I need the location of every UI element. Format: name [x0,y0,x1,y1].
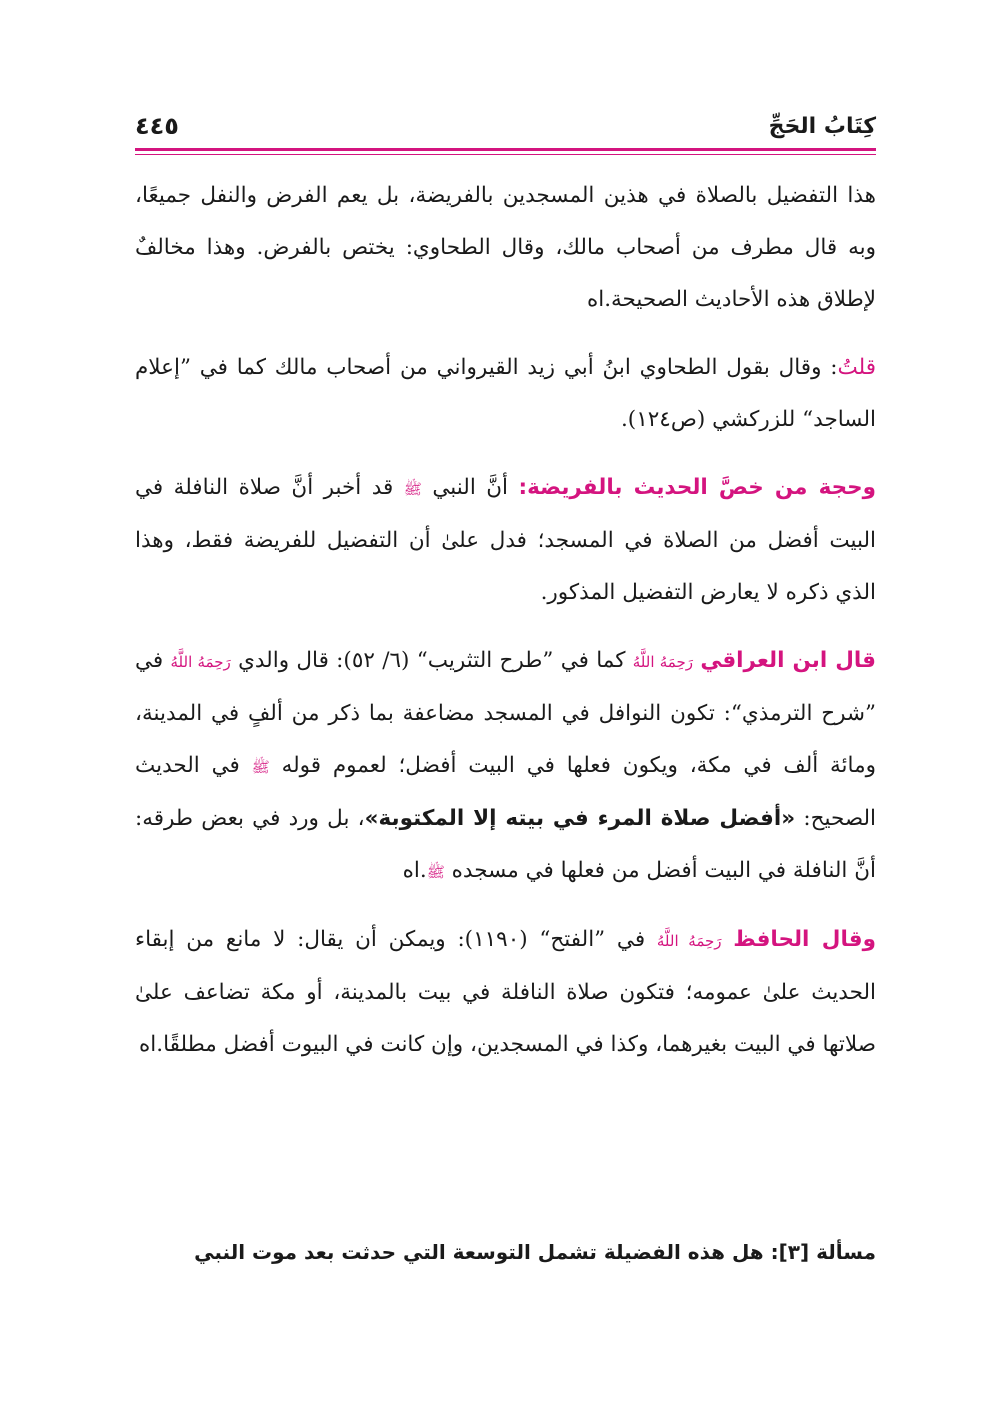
paragraph-3-text-b: قد أخبر أنَّ صلاة النافلة في البيت أفضل من الصلاة في المسجد؛ فدل علىٰ أن التفضيل للفريضة فقط، وهذا الذي ذكره لا يعارض التفضيل المذكور. [135,475,876,605]
paragraph-4 [135,635,876,898]
paragraph-5-text-b: (١١٩٠): ويمكن أن يقال: لا مانع من إبقاء الحديث علىٰ عمومه؛ فتكون صلاة النافلة في بيت بالمدينة، أو مكة تضاعف علىٰ صلاتها في البيت بغيرهما، وكذا في المسجدين، وإن كانت في البيوت أفضل مطلقًا.اه [135,927,876,1057]
paragraph-2-text-b: للزركشي (ص١٢٤). [620,407,803,432]
source-al-fath: ”الفتح“ [539,927,606,952]
paragraph-4-text-a: كما في [553,648,633,673]
source-sharh-at-tirmidhi: ”شرح الترمذي“ [730,701,876,726]
paragraph-3 [135,462,876,619]
paragraph-4-text-d: : تكون النوافل في المسجد مضاعفة بما ذكر من ألفٍ في المدينة، ومائة ألف في مكة، ويكون فعلها في البيت أفضل؛ لعموم قوله [135,701,876,778]
paragraph-2-text-a: : وقال بقول الطحاوي ابنُ أبي زيد القيرواني من أصحاب مالك كما في [190,355,838,380]
paragraph-4-text-b: (٦/ ٥٢): قال والدي [230,648,417,673]
salawat-honorific: ﷺ [251,758,270,776]
paragraph-3-text-a: أنَّ النبي [421,475,519,500]
section-heading-hujja: وحجة من خصَّ الحديث بالفريضة: [518,475,876,500]
paragraph-5 [135,914,876,1071]
header-rule-thick [135,148,876,151]
rahimahullah-honorific: رَحِمَهُ اللَّهُ [656,932,722,950]
source-ilam-as-sajid: ”إعلام الساجد“ [135,355,876,432]
main-text [135,170,876,1087]
salawat-honorific: ﷺ [403,480,422,498]
hadith-quote: «أفضل صلاة المرء في بيته إلا المكتوبة» [364,806,796,831]
paragraph-4-text-e: في الحديث الصحيح: [135,753,876,831]
section-heading-al-hafiz: وقال الحافظ [733,927,876,952]
salawat-honorific: ﷺ [426,863,445,881]
paragraph-4-text-f: ، بل ورد في بعض طرقه: أنَّ النافلة في البيت أفضل من فعلها في مسجده [135,806,876,883]
issue-heading: مسألة [٣]: هل هذه الفضيلة تشمل التوسعة التي حدثت بعد موت النبي [194,1240,876,1264]
paragraph-4-text-c: في [135,648,171,673]
page-number: ٤٤٥ [135,112,179,140]
section-heading-ibn-al-iraqi: قال ابن العراقي [700,648,877,673]
rahimahullah-honorific: رَحِمَهُ اللَّهُ [632,653,693,671]
book-title: كِتَابُ الحَجِّ [768,114,876,139]
paragraph-2 [135,342,876,446]
page-header [135,108,876,148]
paragraph-1-text: هذا التفضيل بالصلاة في هذين المسجدين بالفريضة، بل يعم الفرض والنفل جميعًا، وبه قال مطرف من أصحاب مالك، وقال الطحاوي: يختص بالفرض. وهذا مخالفٌ لإطلاق هذه الأحاديث الصحيحة.اه [135,183,876,312]
source-tarh-at-tathrib: ”طرح التثريب“ [416,648,554,673]
paragraph-4-text-g: .اه [402,858,427,883]
qultu-label: قلتُ [837,355,876,380]
paragraph-5-text-a: في [605,927,657,952]
rahimahullah-honorific: رَحِمَهُ اللَّهُ [170,653,231,671]
paragraph-1 [135,170,876,326]
header-rule-thin [135,154,876,155]
